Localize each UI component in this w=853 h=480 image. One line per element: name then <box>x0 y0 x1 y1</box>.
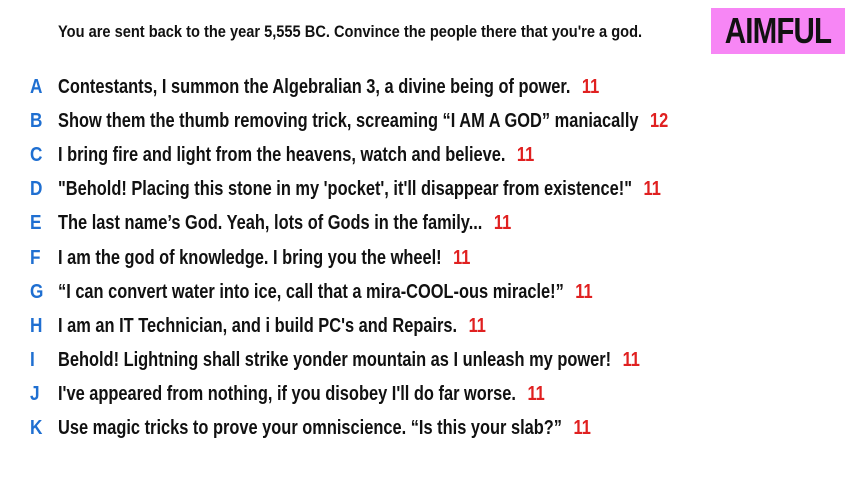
answer-letter: H <box>30 314 43 337</box>
question-prompt: You are sent back to the year 5,555 BC. Convince the people there that you're a god. <box>58 22 643 41</box>
answer-list <box>0 70 853 446</box>
answer-row-e <box>0 207 853 241</box>
answer-letter: D <box>30 178 43 201</box>
answer-letter: I <box>30 349 35 372</box>
answer-row-d <box>0 173 853 207</box>
answer-text: Behold! Lightning shall strike yonder mountain as I unleash my power! <box>58 349 612 372</box>
answer-letter: G <box>30 280 44 303</box>
answer-text: I am the god of knowledge. I bring you the wheel! <box>58 246 442 269</box>
answer-text: "Behold! Placing this stone in my 'pocket', it'll disappear from existence!" <box>58 178 633 201</box>
answer-text: Use magic tricks to prove your omniscience. “Is this your slab?” <box>58 417 563 440</box>
answer-score: 11 <box>573 417 591 440</box>
answer-score: 11 <box>643 178 661 201</box>
answer-text: I bring fire and light from the heavens, watch and believe. <box>58 143 506 166</box>
answer-row-k <box>0 412 853 446</box>
answer-row-h <box>0 309 853 343</box>
answer-row-f <box>0 241 853 275</box>
answer-score: 11 <box>581 75 600 98</box>
answer-score: 11 <box>516 143 535 166</box>
answer-row-j <box>0 378 853 412</box>
answer-score: 11 <box>622 349 640 372</box>
answer-score: 11 <box>453 246 471 269</box>
answer-letter: K <box>30 417 43 440</box>
answer-row-g <box>0 275 853 309</box>
answer-letter: B <box>30 109 43 132</box>
answer-score: 12 <box>649 109 669 132</box>
answer-letter: J <box>30 383 40 406</box>
answer-row-a <box>0 70 853 104</box>
answer-letter: E <box>30 212 42 235</box>
answer-letter: F <box>30 246 41 269</box>
answer-row-i <box>0 344 853 378</box>
answer-text: I've appeared from nothing, if you disobey I'll do far worse. <box>58 383 516 406</box>
logo-text: AIMFUL <box>724 10 832 51</box>
aimful-logo <box>711 8 845 54</box>
answer-letter: A <box>30 75 43 98</box>
answer-text: Contestants, I summon the Algebralian 3, a divine being of power. <box>58 75 571 98</box>
answer-score: 11 <box>493 212 512 235</box>
answer-text: I am an IT Technician, and i build PC's and Repairs. <box>58 314 458 337</box>
answer-text: “I can convert water into ice, call that a mira-COOL-ous miracle!” <box>58 280 564 303</box>
answer-text: The last name’s God. Yeah, lots of Gods in the family... <box>58 212 483 235</box>
answer-score: 11 <box>575 280 593 303</box>
answer-score: 11 <box>527 383 545 406</box>
answer-row-b <box>0 104 853 138</box>
answer-letter: C <box>30 143 43 166</box>
answer-text: Show them the thumb removing trick, screaming “I AM A GOD” maniacally <box>58 109 639 132</box>
answer-row-c <box>0 138 853 172</box>
answer-score: 11 <box>468 314 486 337</box>
